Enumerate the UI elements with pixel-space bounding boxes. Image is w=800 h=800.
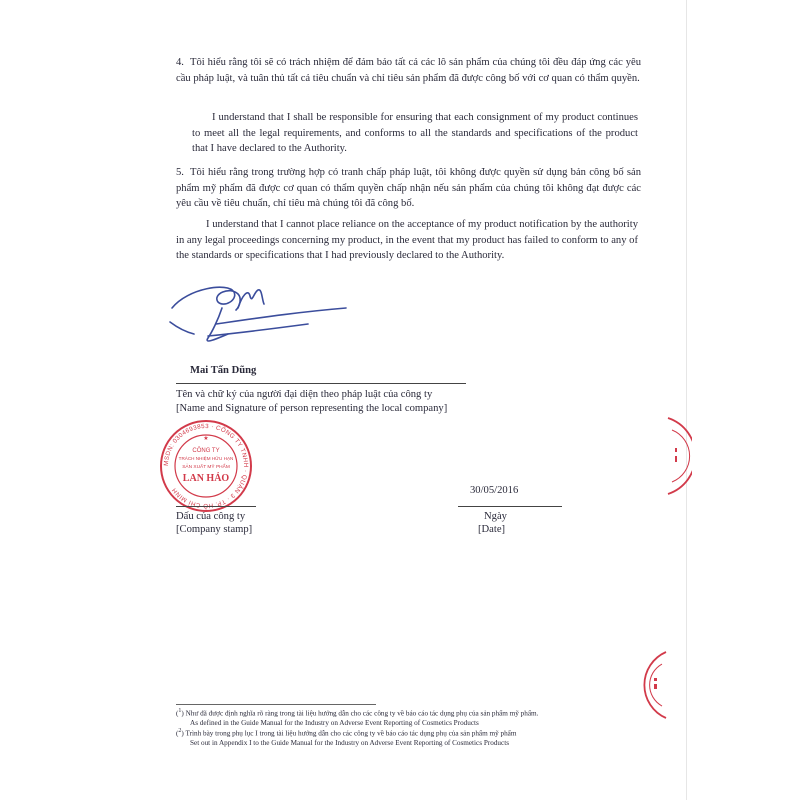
date-label-vn: Ngày <box>484 511 507 522</box>
date-label-en: [Date] <box>478 524 506 535</box>
page-edge-line <box>686 0 687 800</box>
date-line <box>458 506 562 507</box>
footnote-2 <box>176 727 646 748</box>
signature-line <box>176 383 466 384</box>
footnote-2-en: Set out in Appendix I to the Guide Manual for the Industry on Adverse Event Reporting of Cosmetics Products <box>190 738 509 747</box>
footnote-1 <box>176 707 646 728</box>
item-5-vietnamese <box>176 165 641 212</box>
footnote-1-vn: ($^1$) Như đã được định nghĩa rõ ràng trong tài liệu hướng dẫn cho các công ty về báo cáo tác dụng phụ của sản phẩm mỹ phẩm. <box>176 708 539 718</box>
stamp-label-en: [Company stamp] <box>176 524 253 535</box>
stamp-line-2: TRÁCH NHIỆM HỮU HẠN <box>178 456 234 461</box>
item-4-vietnamese <box>176 55 641 86</box>
item-4-english <box>192 110 638 157</box>
item-5-vn-text: Tôi hiểu rằng trong trường hợp có tranh chấp pháp luật, tôi không được quyền sử dụng bản công bố sản phẩm mỹ phẩm đã được cơ quan có thẩm quyền chấp nhận nếu sản phẩm của chúng tôi không đạt được các yêu cầu về tiêu chuẩn, chỉ tiêu mà chúng tôi đã công bố. <box>176 167 641 209</box>
svg-text:★: ★ <box>203 436 209 442</box>
item-5-number: 5. <box>176 167 184 178</box>
item-4-vn-text: Tôi hiểu rằng tôi sẽ có trách nhiệm để đảm bảo tất cả các lô sản phẩm của chúng tôi đều đáp ứng các yêu cầu pháp luật, và tuân thủ tất cả tiêu chuẩn và chỉ tiêu sản phẩm đã được công bố với cơ quan có thẩm quyền. <box>176 57 641 84</box>
item-5-english <box>176 217 638 264</box>
edge-seal-fragment-top <box>662 416 692 496</box>
date-value: 30/05/2016 <box>470 485 519 496</box>
stamp-line-1: CÔNG TY <box>192 448 220 454</box>
signatory-label-en: [Name and Signature of person representing the local company] <box>176 403 448 414</box>
signatory-name: Mai Tấn Dũng <box>190 365 257 376</box>
footnote-1-en: As defined in the Guide Manual for the Industry on Adverse Event Reporting of Cosmetics Products <box>190 718 479 727</box>
footnote-separator <box>176 704 376 705</box>
handwritten-signature <box>168 278 368 358</box>
stamp-brand: LAN HẢO <box>182 473 230 484</box>
stamp-line-3: SẢN XUẤT MỸ PHẨM <box>182 465 230 470</box>
item-4-number: 4. <box>176 57 184 68</box>
stamp-label-vn: Dấu của công ty <box>176 511 246 522</box>
signatory-label-vn: Tên và chữ ký của người đại diện theo pháp luật của công ty <box>176 389 433 400</box>
stamp-line <box>176 506 256 507</box>
footnote-2-marker: 2 <box>178 728 182 734</box>
company-stamp <box>158 418 254 514</box>
footnote-1-marker: 1 <box>178 708 182 714</box>
footnote-2-vn: ($^2$) Trình bày trong phụ lục I trong tài liệu hướng dẫn cho các công ty về báo cáo tác dụng phụ của sản phẩm mỹ phẩm <box>176 728 517 738</box>
item-5-en-text: I understand that I cannot place reliance on the acceptance of my product notification by the authority in any legal proceedings concerning my product, in the event that my product has failed to conform to any of the standards or specifications that I had previously declared to the Authority. <box>176 219 638 261</box>
stamp-ring-text: MSDN: 0304693853 · CÔNG TY TNHH · QUẬN 3 · TP. HỒ CHÍ MINH <box>162 422 250 510</box>
item-4-en-text: I understand that I shall be responsible for ensuring that each consignment of my product continues to meet all the legal requirements, and conforms to all the standards and specifications of the product that I have declared to the Authority. <box>192 112 638 154</box>
